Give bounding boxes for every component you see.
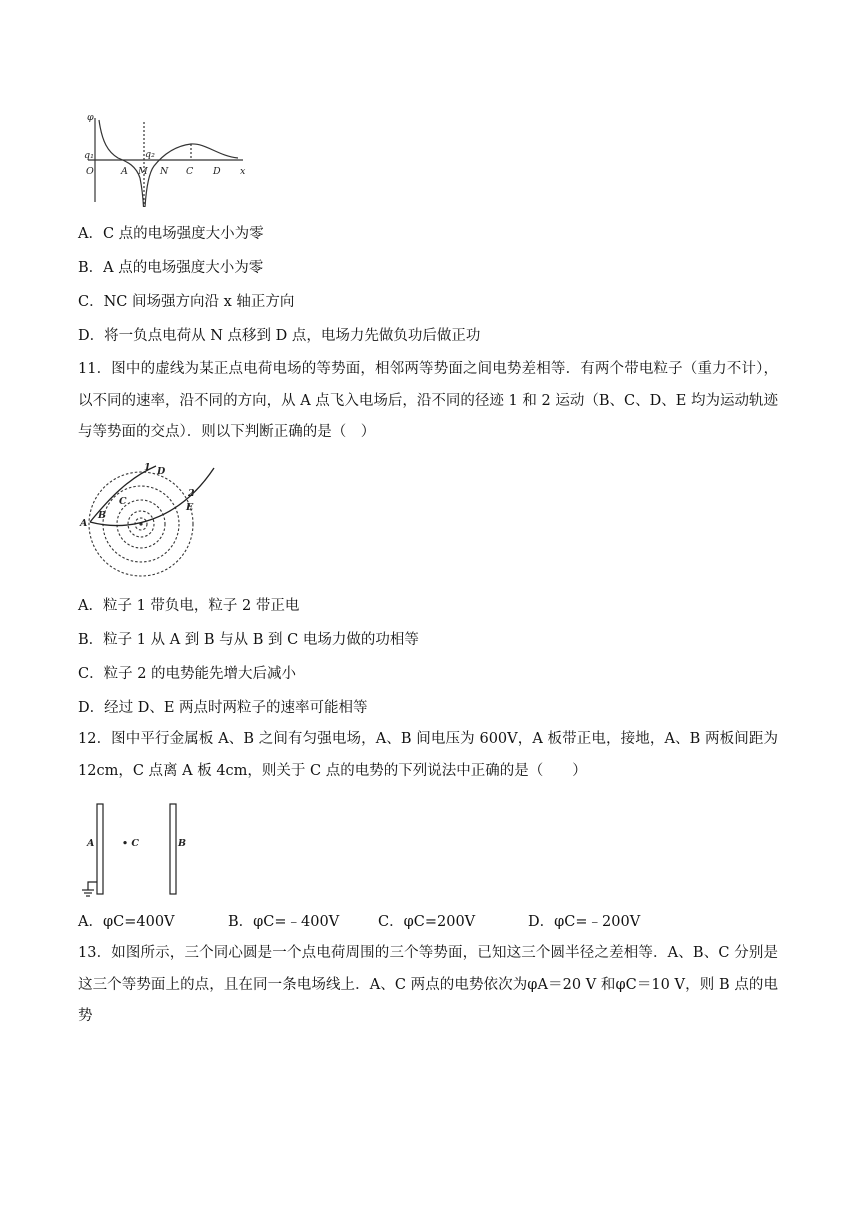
fig2-label-2: 2 [188,488,195,499]
q1-label: q₁ [84,150,94,161]
q13-stem: 13．如图所示，三个同心圆是一个点电荷周围的三个等势面，已知这三个圆半径之差相等．A、B、C 分别是这三个等势面上的点，且在同一条电场线上．A、C 两点的电势依次为φA＝20 V 和φC＝10 V，则 B 点的电势 [78,945,778,1024]
parallel-plates-figure [78,800,198,902]
q12-option-b: B．φC=﹣400V [228,914,340,930]
equipotential-figure [78,460,218,582]
q10-option-d: D．将一负点电荷从 N 点移到 D 点，电场力先做负功后做正功 [78,328,481,344]
point-m-label: M [138,166,148,177]
q11-option-c: C．粒子 2 的电势能先增大后减小 [78,666,297,682]
q12-option-a: A．φC=400V [78,914,175,930]
point-c-label: C [186,166,194,177]
ground-wire [88,882,97,890]
fig2-label-b: B [98,510,107,521]
q11-option-d: D．经过 D、E 两点时两粒子的速率可能相等 [78,700,368,716]
point-n-label: N [160,166,169,177]
q12-option-d: D．φC=﹣200V [528,914,641,930]
plate-a-label: A [87,838,95,849]
plate-a [97,804,103,894]
q10-option-a: A．C 点的电场强度大小为零 [78,226,264,242]
point-c-marker: • C [122,838,139,849]
curve-left [99,120,144,207]
point-a-label: A [121,166,128,177]
q10-option-b: B．A 点的电场强度大小为零 [78,260,264,276]
q12-option-c: C．φC=200V [378,914,476,930]
q10-option-c: C．NC 间场强方向沿 x 轴正方向 [78,294,295,310]
q11-stem: 11．图中的虚线为某正点电荷电场的等势面，相邻两等势面之间电势差相等．有两个带电粒子（重力不计），以不同的速率，沿不同的方向，从 A 点飞入电场后，沿不同的径迹 1 和 2 运动（B、C、D、E 均为运动轨迹与等势面的交点）．则以下判断正确的是（ ） [78,361,778,440]
plate-b [170,804,176,894]
fig2-label-a: A [80,518,88,529]
plate-b-label: B [178,838,187,849]
q11-option-b: B．粒子 1 从 A 到 B 与从 B 到 C 电场力做的功相等 [78,632,419,648]
fig2-label-1: 1 [144,462,151,473]
phi-label: φ [87,112,94,123]
q2-label: q₂ [145,149,155,160]
point-d-label: D [213,166,221,177]
q12-stem: 12．图中平行金属板 A、B 之间有匀强电场，A、B 间电压为 600V，A 板带正电，接地，A、B 两板间距为 12cm，C 点离 A 板 4cm，则关于 C 点的电势的下列说法中正确的是（ ） [78,731,778,779]
fig2-label-d: D [157,466,166,477]
origin-label: O [86,166,94,177]
q11-option-a: A．粒子 1 带负电，粒子 2 带正电 [78,598,300,614]
fig2-label-e: E [186,502,194,513]
potential-graph-figure [78,112,253,210]
x-label: x [240,166,246,177]
fig2-label-c: C [119,496,127,507]
